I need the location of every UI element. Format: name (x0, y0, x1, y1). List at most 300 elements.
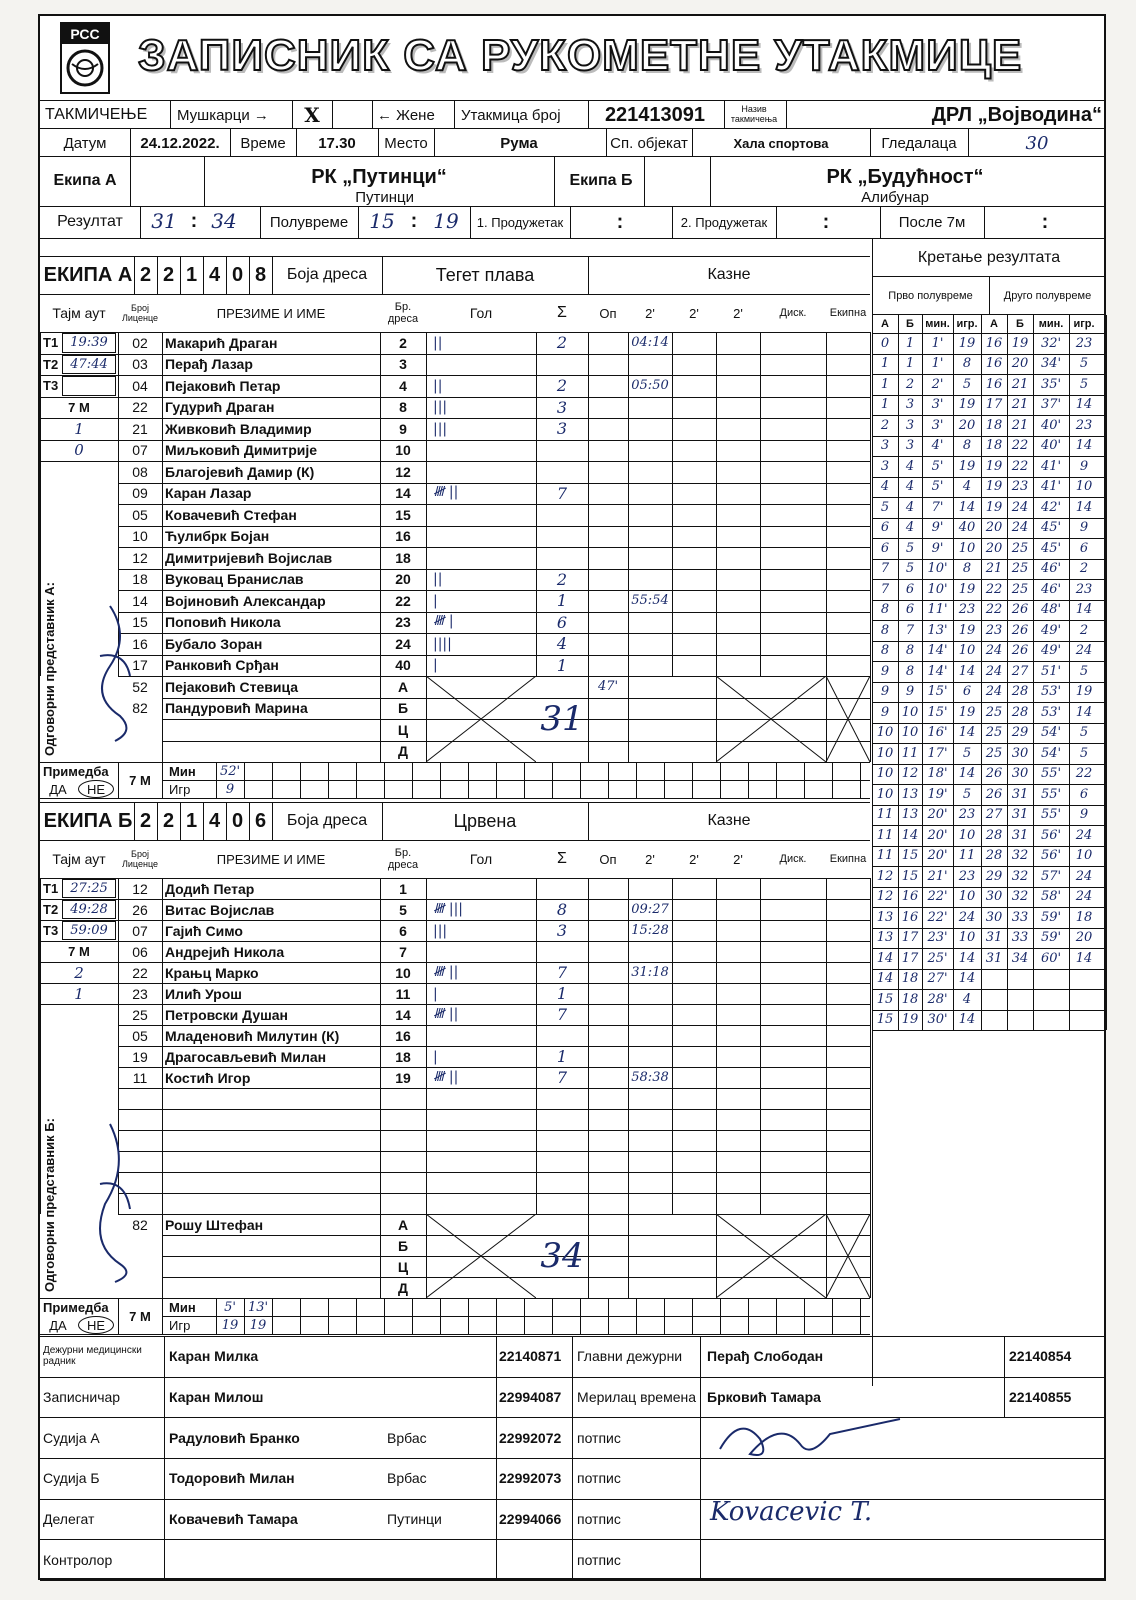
official-person-name: Тодоровић Милан (169, 1470, 295, 1487)
progress-cell: 37' (1040, 397, 1062, 413)
player-license: 17 (132, 657, 148, 674)
progress-cell: 5 (962, 786, 972, 802)
progress-col-header: мин. (1038, 318, 1064, 330)
official-license-no: 22994087 (499, 1388, 562, 1405)
rule-line (922, 315, 923, 1030)
overtime1-colon: : (616, 210, 624, 233)
team-goal-total: 31 (540, 699, 584, 739)
progress-label: Кретање резултата (917, 249, 1061, 266)
rule-line (870, 878, 871, 1214)
official-city: Путинци (387, 1510, 442, 1527)
progress-cell: 6 (905, 581, 915, 597)
progress-cell: 56' (1040, 827, 1062, 843)
player-goal-sum: 1 (556, 591, 568, 611)
progress-cell: 25 (985, 745, 1003, 761)
time-value: 17.30 (318, 134, 356, 152)
rule-line (249, 256, 250, 294)
rule-line (440, 1298, 441, 1334)
progress-cell: 19 (958, 335, 976, 351)
progress-cell: 8 (880, 643, 890, 659)
seven-m-footer-label: 7 М (129, 1308, 151, 1324)
progress-cell: 5 (1079, 725, 1089, 741)
rule-line (692, 762, 693, 798)
progress-cell: 8 (962, 438, 972, 454)
rule-line (672, 206, 673, 238)
official-name (162, 719, 383, 741)
place-value: Рума (500, 134, 538, 152)
official-right-license: 22140854 (1009, 1348, 1072, 1365)
remark-no: НЕ (78, 1316, 114, 1334)
rule-line (164, 1336, 165, 1580)
progress-cell: 10 (876, 745, 894, 761)
progress-cell: 23' (927, 930, 948, 946)
player-name: Вуковац Бранислав (165, 571, 304, 588)
rule-line (40, 983, 118, 984)
progress-cell: 17 (901, 950, 919, 966)
progress-cell: 10 (958, 930, 976, 946)
rule-line (644, 156, 645, 206)
rule-line (170, 100, 171, 128)
sum-col-label: Σ (557, 304, 567, 321)
progress-cell: 21' (927, 868, 948, 884)
rss-logo (60, 22, 110, 94)
rule-line (328, 762, 329, 798)
rule-line (588, 878, 589, 1214)
progress-cell: 17 (901, 930, 919, 946)
progress-cell: 9 (1079, 807, 1089, 823)
player-jersey: 5 (399, 901, 407, 918)
progress-cell: 46' (1040, 581, 1062, 597)
official-license-no: 22994066 (499, 1510, 562, 1527)
rule-line (628, 1214, 629, 1298)
player-license: 23 (132, 985, 148, 1002)
rule-line (454, 100, 455, 128)
rule-line (40, 1298, 870, 1299)
rule-line (162, 1298, 163, 1334)
player-jersey: 3 (399, 356, 407, 373)
after7m-label: После 7м (898, 213, 966, 231)
timeout-value (62, 376, 116, 396)
player-name: Петровски Душан (165, 1006, 289, 1023)
rule-line (776, 762, 777, 798)
match-number: 221413091 (604, 103, 706, 126)
progress-cell: 10 (901, 725, 919, 741)
progress-cell: 14 (958, 766, 976, 782)
player-jersey: 23 (395, 614, 411, 631)
player-suspension-1 (628, 1004, 672, 1025)
player-license: 12 (132, 549, 148, 566)
rule-line (40, 440, 118, 441)
license-col-label: Број Лиценце (121, 849, 159, 869)
progress-cell: 9 (1079, 520, 1089, 536)
jersey-col-label: Бр. дреса (387, 301, 419, 325)
player-suspension-1 (628, 483, 672, 505)
rule-line (870, 332, 871, 676)
player-suspension-1: 04:14 (631, 335, 669, 351)
progress-cell: 11 (876, 848, 894, 864)
rule-line (724, 100, 725, 128)
official-warning: 47' (597, 679, 619, 695)
delegate-signature: Kovacevic T. (710, 1496, 873, 1527)
rule-line (440, 762, 441, 798)
rule-line (40, 418, 118, 419)
player-goal-tally (430, 354, 539, 376)
progress-cell: 49' (1040, 622, 1062, 638)
player-suspension-1: 31:18 (631, 965, 669, 980)
progress-cell: 28 (1011, 684, 1029, 700)
progress-cell: 2 (905, 376, 915, 392)
progress-cell: 22' (927, 909, 948, 925)
progress-cell: 21 (985, 561, 1003, 577)
player-goal-sum: 3 (556, 397, 568, 417)
progress-cell: 10 (1075, 479, 1093, 495)
progress-cell: 26 (1011, 643, 1029, 659)
seven-m-player: 9 (225, 781, 235, 797)
player-goal-tally (430, 941, 539, 962)
takmicenje-label: ТАКМИЧЕЊЕ (45, 106, 148, 123)
match-record-sheet (38, 14, 1106, 1580)
rule-line (162, 762, 163, 798)
progress-cell: 19 (958, 622, 976, 638)
official-right-name: Перађ Слободан (707, 1348, 824, 1365)
player-jersey: 12 (395, 463, 411, 480)
progress-cell: 59' (1040, 909, 1062, 925)
progress-cell: 25 (1011, 540, 1029, 556)
rule-line (832, 762, 833, 798)
team-a-label: Екипа А (53, 172, 117, 189)
progress-cell: 6 (962, 684, 972, 700)
rule-line (226, 256, 227, 294)
team-b-representative-signature (80, 1114, 140, 1284)
player-jersey: 1 (399, 880, 407, 897)
player-suspension-1 (628, 1025, 672, 1046)
rule-line (496, 1298, 497, 1334)
rule-line (426, 878, 427, 1214)
team-b-label: Екипа Б (569, 172, 633, 189)
progress-cell: 13' (927, 622, 948, 638)
rule-line (860, 1298, 861, 1334)
progress-cell: 24 (1075, 889, 1093, 905)
rule-line (118, 1298, 119, 1334)
rule-line (328, 1298, 329, 1334)
halftime-label: Полувреме (269, 213, 349, 231)
official-right-license (1006, 1417, 1109, 1458)
official-person-name: Каран Милка (169, 1348, 259, 1365)
progress-cell: 5 (962, 376, 972, 392)
player-goal-tally: |||| (433, 635, 452, 652)
player-jersey: 20 (395, 571, 411, 588)
seven-m-total: 0 (74, 441, 84, 460)
rule-line (157, 256, 158, 294)
official-license: 82 (132, 700, 148, 717)
player-jersey: 18 (395, 549, 411, 566)
rule-line (40, 1334, 870, 1335)
progress-cell: 5' (931, 479, 944, 495)
official-letter: Б (397, 700, 409, 717)
rule-line (300, 1298, 301, 1334)
two-min-col-label: 2' (689, 851, 699, 867)
official-right-role: потпис (577, 1551, 621, 1568)
progress-cell: 14 (1075, 950, 1093, 966)
progress-cell: 13 (876, 930, 894, 946)
rule-line (40, 354, 118, 355)
progress-cell: 4 (962, 479, 972, 495)
progress-cell: 14 (958, 663, 976, 679)
name-col-label: ПРЕЗИМЕ И ИМЕ (216, 305, 326, 321)
rule-line (496, 1336, 497, 1580)
rule-line (720, 1298, 721, 1334)
penalties-label: Казне (707, 812, 751, 829)
progress-cell: 19 (958, 581, 976, 597)
rule-line (700, 1336, 701, 1580)
player-goal-sum (536, 1025, 588, 1046)
two-min-col-label: 2' (689, 305, 699, 321)
progress-cell: 16 (985, 376, 1003, 392)
progress-cell: 6 (880, 520, 890, 536)
rule-line (776, 1298, 777, 1334)
progress-cell: 31 (1011, 827, 1029, 843)
rule-line (760, 878, 761, 1214)
rule-line (860, 762, 861, 798)
seven-m-footer-label: 7 М (129, 772, 151, 788)
progress-cell: 20 (1011, 356, 1029, 372)
progress-cell: 18' (927, 766, 948, 782)
progress-cell: 14 (958, 1012, 976, 1028)
player-license: 18 (132, 571, 148, 588)
progress-cell: 30 (985, 909, 1003, 925)
official-right-role: Главни дежурни (577, 1348, 683, 1365)
progress-cell: 17' (927, 745, 948, 761)
player-name: Младеновић Милутин (К) (165, 1027, 340, 1044)
progress-cell: 22 (1011, 458, 1029, 474)
player-jersey: 8 (399, 399, 407, 416)
rule-line (292, 100, 293, 128)
progress-cell: 10' (927, 561, 948, 577)
player-goal-tally: || (433, 334, 443, 351)
progress-cell: 18 (985, 417, 1003, 433)
official-city (384, 1539, 497, 1580)
progress-cell: 35' (1040, 376, 1062, 392)
progress-cell: 13 (901, 786, 919, 802)
player-goal-tally: | (433, 657, 438, 674)
player-jersey: 11 (395, 985, 411, 1002)
team-b-city: Алибунар (861, 188, 929, 206)
official-city (384, 1377, 497, 1418)
progress-cell: 19 (1075, 684, 1093, 700)
progress-cell: 11' (927, 602, 948, 618)
progress-cell: 32 (1011, 889, 1029, 905)
time-label: Време (240, 134, 286, 152)
rule-line (40, 100, 1106, 101)
player-goal-tally: 𝍸 || (433, 1005, 459, 1022)
rule-line (230, 128, 231, 156)
progress-cell: 25' (927, 950, 948, 966)
progress-cell: 41' (1040, 479, 1062, 495)
player-name: Ковачевић Стефан (165, 506, 297, 523)
rule-line (636, 1298, 637, 1334)
goals-col-label: Гол (469, 305, 493, 321)
player-license: 22 (132, 399, 148, 416)
progress-cell: 24 (1075, 868, 1093, 884)
official-right-name (704, 1539, 1007, 1580)
progress-cell: 14 (958, 499, 976, 515)
progress-cell: 4 (962, 991, 972, 1007)
team-code-digit: 4 (208, 263, 221, 286)
player-goal-tally: ||| (433, 922, 448, 939)
team-code-digit: 6 (254, 809, 267, 832)
players-label: Игр (169, 781, 191, 797)
progress-cell: 19 (985, 479, 1003, 495)
player-name: Ранковић Срђан (165, 657, 279, 674)
official-name: Пандуровић Марина (165, 700, 308, 717)
player-license: 07 (132, 922, 148, 939)
progress-cell: 48' (1040, 602, 1062, 618)
player-name: Војиновић Александар (165, 592, 326, 609)
team-code-digit: 1 (185, 809, 198, 832)
timeout-label: T2 (43, 902, 59, 917)
rule-line (664, 762, 665, 798)
progress-cell: 17 (985, 397, 1003, 413)
player-name: Витас Војислав (165, 901, 275, 918)
progress-cell: 20 (958, 417, 976, 433)
progress-cell: 33 (1011, 930, 1029, 946)
player-name: Крањц Марко (165, 964, 259, 981)
progress-cell: 3 (905, 397, 915, 413)
official-person-name (166, 1539, 389, 1580)
progress-cell: 5 (1079, 356, 1089, 372)
rule-line (426, 332, 427, 676)
timeout-value: 47:44 (62, 355, 116, 375)
rule-line (826, 878, 827, 1214)
progress-cell: 23 (1011, 479, 1029, 495)
player-license: 04 (132, 377, 148, 394)
progress-cell: 15 (876, 1012, 894, 1028)
player-license: 11 (132, 1069, 148, 1086)
rule-line (40, 1580, 1106, 1581)
official-role-label: Дежурни медицински радник (43, 1345, 142, 1368)
player-suspension-1 (628, 983, 672, 1004)
progress-cell: 24 (1011, 520, 1029, 536)
rule-line (826, 332, 827, 676)
rule-line (216, 1298, 217, 1334)
progress-cell: 28 (985, 827, 1003, 843)
rule-line (203, 802, 204, 840)
player-goal-sum: 8 (556, 900, 568, 919)
rule-line (412, 1298, 413, 1334)
progress-cell: 51' (1040, 663, 1062, 679)
player-license: 05 (132, 506, 148, 523)
timeout-value: 27:25 (62, 879, 116, 898)
rule-line (384, 762, 385, 798)
progress-cell: 15 (901, 868, 919, 884)
team-b-representative-label: Одговорни представник Б: (42, 1118, 57, 1292)
player-license: 09 (132, 485, 148, 502)
rule-line (524, 1298, 525, 1334)
progress-cell: 19 (958, 397, 976, 413)
result-colon: : (190, 209, 198, 232)
rule-line (588, 100, 589, 128)
progress-cell: 8 (962, 356, 972, 372)
men-mark: X (304, 103, 320, 127)
player-license: 12 (132, 880, 148, 897)
progress-cell: 23 (1075, 335, 1093, 351)
progress-cell: 24 (958, 909, 976, 925)
progress-cell: 14' (927, 663, 948, 679)
rule-line (204, 156, 205, 206)
team-code-digit: 4 (208, 809, 221, 832)
player-name: Благојевић Дамир (К) (165, 463, 315, 480)
team-code-digit: 8 (254, 263, 267, 286)
sum-col-label: Σ (557, 850, 567, 867)
team-code-digit: 2 (139, 263, 152, 286)
player-jersey: 18 (395, 1048, 411, 1065)
official-right-license (1006, 1539, 1109, 1580)
progress-cell: 1 (880, 397, 890, 413)
rule-line (716, 332, 717, 676)
progress-cell: 19' (927, 786, 948, 802)
rule-line (157, 802, 158, 840)
player-goal-sum (536, 354, 588, 376)
player-goal-tally: 𝍸 ||| (433, 900, 464, 917)
progress-cell: 3 (880, 438, 890, 454)
progress-cell: 3' (931, 417, 944, 433)
progress-cell: 22 (1075, 766, 1093, 782)
rule-line (870, 676, 871, 762)
progress-cell: 28' (927, 991, 948, 1007)
name-col-label: ПРЕЗИМЕ И ИМЕ (216, 851, 326, 867)
rule-line (968, 128, 969, 156)
jersey-col-label: Бр. дреса (387, 847, 419, 871)
halftime-colon: : (410, 209, 418, 232)
player-suspension-1 (628, 461, 672, 483)
disq-col-label: Диск. (779, 307, 807, 319)
rule-line (554, 156, 555, 206)
progress-cell: 10 (958, 643, 976, 659)
progress-cell: 46' (1040, 561, 1062, 577)
remark-no: НЕ (78, 780, 114, 798)
rule-line (40, 238, 1106, 239)
timeout-value: 19:39 (62, 333, 116, 353)
player-goal-tally (430, 526, 539, 548)
progress-cell: 55' (1040, 807, 1062, 823)
progress-cell: 20' (927, 807, 948, 823)
progress-cell: 7 (880, 561, 890, 577)
progress-cell: 3 (905, 417, 915, 433)
progress-cell: 8 (880, 602, 890, 618)
official-letter: Ц (397, 721, 409, 738)
rule-line (608, 1298, 609, 1334)
rule-line (692, 1298, 693, 1334)
progress-cell: 23 (1075, 581, 1093, 597)
warning-col-label: Оп (599, 851, 617, 867)
rule-line (378, 128, 379, 156)
player-license: 14 (132, 592, 148, 609)
progress-cell: 5' (931, 458, 944, 474)
rule-line (216, 762, 217, 798)
rule-line (434, 128, 435, 156)
player-license: 25 (132, 1006, 148, 1023)
official-right-role: потпис (577, 1470, 621, 1487)
seven-m-goals: 2 (74, 963, 84, 982)
rule-line (1033, 315, 1034, 1030)
player-goal-sum (536, 878, 588, 899)
seven-m-player-2: 19 (249, 1317, 267, 1333)
progress-cell: 23 (958, 602, 976, 618)
date-value: 24.12.2022. (140, 134, 220, 152)
rule-line (552, 1298, 553, 1334)
progress-cell: 1' (931, 335, 944, 351)
team-pen-col-label: Екипна (829, 307, 867, 319)
